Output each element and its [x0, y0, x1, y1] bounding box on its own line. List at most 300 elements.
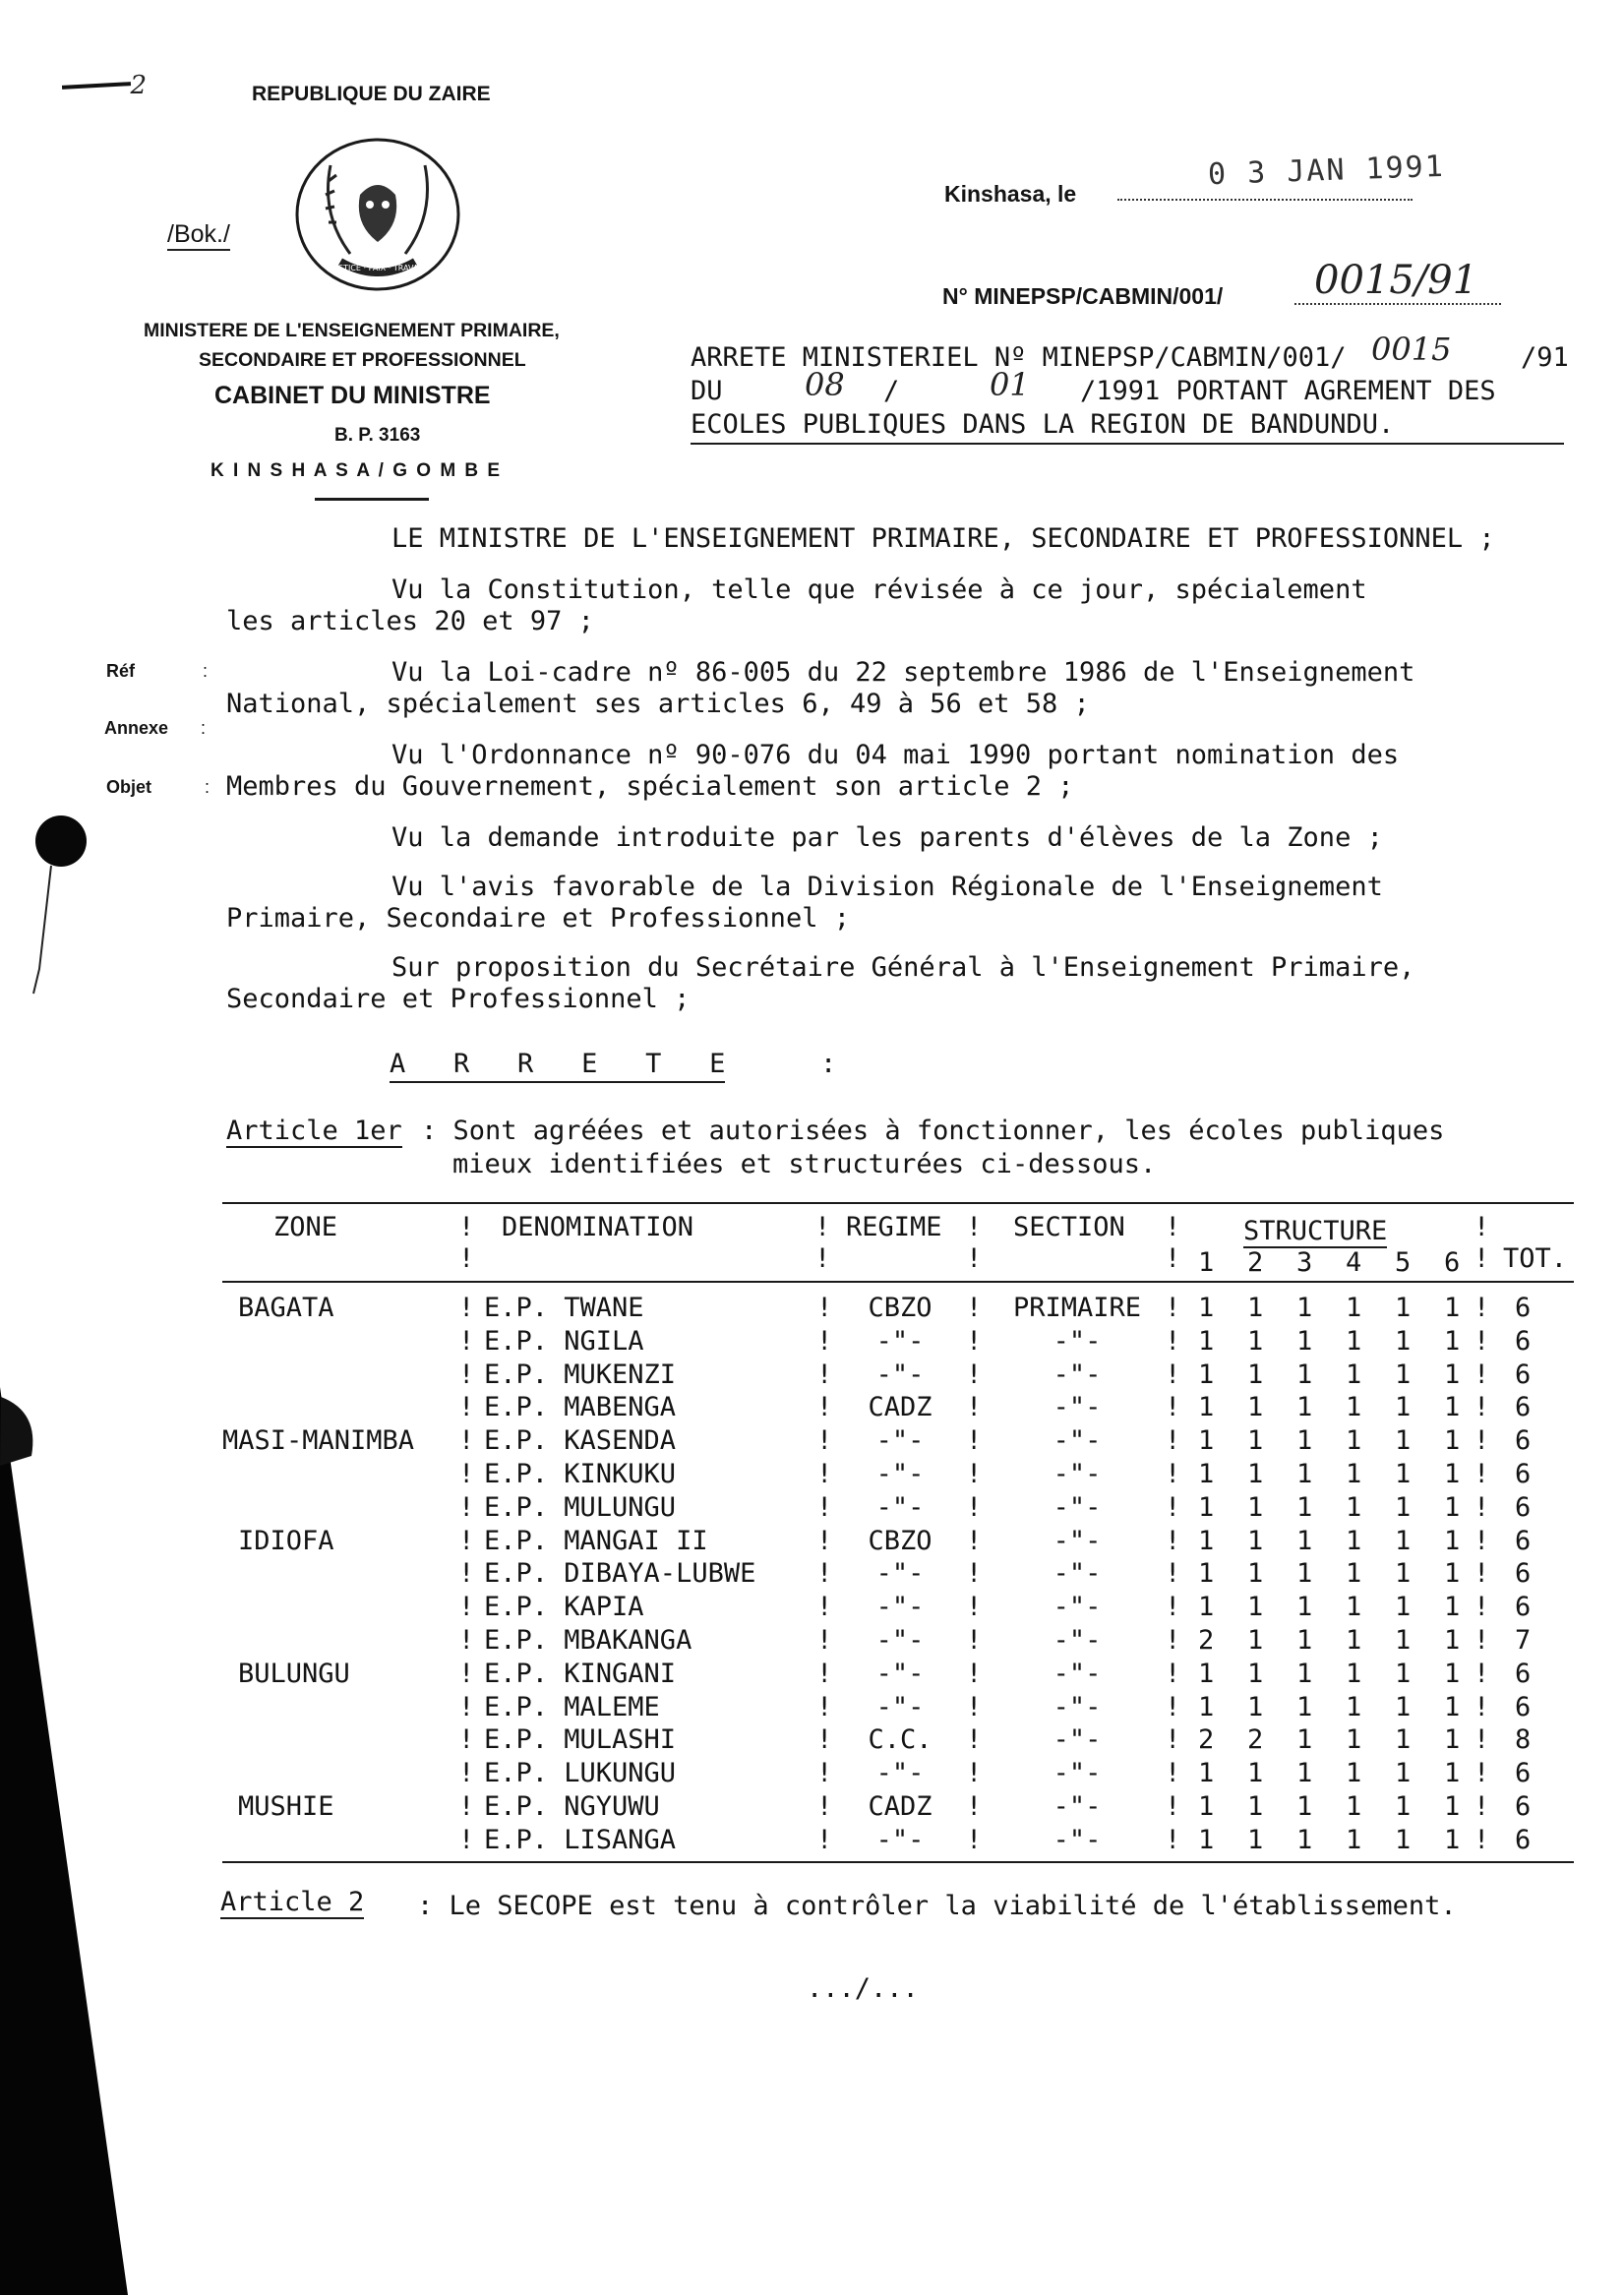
cell-total: 7: [1515, 1625, 1532, 1656]
cell-denomination: E.P. NGYUWU: [484, 1791, 660, 1822]
article-1-text-a: : Sont agréées et autorisées à fonctionner, les écoles publiques: [421, 1116, 1445, 1146]
cell-structure-4: 1: [1346, 1758, 1362, 1788]
cell-sep: !: [1474, 1526, 1490, 1556]
decree-title-underline: [691, 443, 1564, 445]
header-denomination: DENOMINATION: [502, 1212, 694, 1242]
cell-structure-3: 1: [1296, 1425, 1313, 1456]
cell-structure-6: 1: [1444, 1592, 1461, 1622]
cell-structure-2: 1: [1247, 1492, 1264, 1523]
cell-sep: !: [458, 1659, 475, 1689]
cell-structure-3: 1: [1296, 1659, 1313, 1689]
cell-regime: -"-: [875, 1825, 925, 1855]
ministry-line-1: MINISTERE DE L'ENSEIGNEMENT PRIMAIRE,: [144, 320, 560, 341]
margin-annexe-colon: :: [201, 718, 207, 738]
vu-loi-cadre-b: National, spécialement ses articles 6, 49 à 56 et 58 ;: [226, 689, 1090, 719]
cell-sep: !: [1165, 1592, 1181, 1622]
cell-structure-3: 1: [1296, 1791, 1313, 1822]
cell-sep: !: [1165, 1425, 1181, 1456]
minister-line: LE MINISTRE DE L'ENSEIGNEMENT PRIMAIRE, SECONDAIRE ET PROFESSIONNEL ;: [391, 523, 1495, 554]
cabinet-title: CABINET DU MINISTRE: [214, 382, 491, 409]
decree-title-text: ARRETE MINISTERIEL Nº MINEPSP/CABMIN/001/: [691, 342, 1347, 373]
cell-structure-3: 1: [1296, 1326, 1313, 1357]
cell-sep: !: [1474, 1425, 1490, 1456]
header-total: TOT.: [1503, 1243, 1568, 1274]
cell-structure-5: 1: [1395, 1758, 1412, 1788]
cell-structure-3: 1: [1296, 1392, 1313, 1422]
cell-structure-6: 1: [1444, 1326, 1461, 1357]
cell-structure-2: 1: [1247, 1425, 1264, 1456]
cell-structure-6: 1: [1444, 1758, 1461, 1788]
cell-sep: !: [458, 1791, 475, 1822]
cell-denomination: E.P. DIBAYA-LUBWE: [484, 1558, 756, 1589]
cell-total: 6: [1515, 1692, 1532, 1722]
cell-section: -"-: [1053, 1492, 1102, 1523]
cell-structure-4: 1: [1346, 1825, 1362, 1855]
cell-sep: !: [1165, 1492, 1181, 1523]
cell-structure-3: 1: [1296, 1825, 1313, 1855]
cell-sep: !: [1474, 1392, 1490, 1422]
cell-structure-4: 1: [1346, 1592, 1362, 1622]
cell-structure-3: 1: [1296, 1359, 1313, 1390]
cell-denomination: E.P. LISANGA: [484, 1825, 677, 1855]
header-sep-4b: !: [1165, 1243, 1181, 1274]
cell-structure-4: 1: [1346, 1326, 1362, 1357]
cell-sep: !: [966, 1558, 983, 1589]
cell-denomination: E.P. MULUNGU: [484, 1492, 677, 1523]
cell-structure-5: 1: [1395, 1659, 1412, 1689]
cell-sep: !: [1165, 1825, 1181, 1855]
cell-structure-6: 1: [1444, 1492, 1461, 1523]
cell-structure-6: 1: [1444, 1724, 1461, 1755]
cell-structure-5: 1: [1395, 1425, 1412, 1456]
header-grade-3: 3: [1296, 1247, 1313, 1278]
cell-structure-5: 1: [1395, 1724, 1412, 1755]
cell-structure-5: 1: [1395, 1293, 1412, 1323]
header-regime: REGIME: [846, 1212, 942, 1242]
cell-regime: -"-: [875, 1758, 925, 1788]
cell-regime: CADZ: [868, 1392, 932, 1422]
cell-structure-1: 1: [1198, 1326, 1215, 1357]
cell-regime: -"-: [875, 1326, 925, 1357]
cell-sep: !: [966, 1425, 983, 1456]
cell-structure-4: 1: [1346, 1492, 1362, 1523]
cell-denomination: E.P. TWANE: [484, 1293, 644, 1323]
cell-structure-3: 1: [1296, 1592, 1313, 1622]
cell-structure-5: 1: [1395, 1492, 1412, 1523]
decree-month-handwritten: 01: [990, 366, 1030, 403]
cell-structure-2: 1: [1247, 1592, 1264, 1622]
cell-structure-1: 1: [1198, 1492, 1215, 1523]
cell-structure-1: 1: [1198, 1425, 1215, 1456]
po-box: B. P. 3163: [334, 425, 421, 446]
cell-structure-5: 1: [1395, 1825, 1412, 1855]
cell-structure-3: 1: [1296, 1758, 1313, 1788]
cell-structure-2: 1: [1247, 1392, 1264, 1422]
cell-regime: -"-: [875, 1592, 925, 1622]
decree-title-line-2: /1991 PORTANT AGREMENT DES: [1080, 376, 1496, 406]
decree-number-handwritten: 0015: [1371, 331, 1452, 368]
cell-structure-6: 1: [1444, 1293, 1461, 1323]
cell-section: -"-: [1053, 1758, 1102, 1788]
cell-section: -"-: [1053, 1459, 1102, 1489]
cell-total: 6: [1515, 1359, 1532, 1390]
cell-structure-6: 1: [1444, 1459, 1461, 1489]
header-grade-5: 5: [1395, 1247, 1412, 1278]
cell-sep: !: [966, 1592, 983, 1622]
cell-total: 6: [1515, 1459, 1532, 1489]
cell-structure-3: 1: [1296, 1558, 1313, 1589]
cell-sep: !: [816, 1758, 833, 1788]
number-label: N° MINEPSP/CABMIN/001/: [942, 283, 1224, 309]
cell-structure-6: 1: [1444, 1526, 1461, 1556]
cell-denomination: E.P. LUKUNGU: [484, 1758, 677, 1788]
cell-sep: !: [816, 1293, 833, 1323]
scan-stroke: [33, 866, 51, 994]
article-1-label: Article 1er: [226, 1116, 402, 1146]
cell-structure-6: 1: [1444, 1392, 1461, 1422]
cell-sep: !: [966, 1326, 983, 1357]
sur-proposition-a: Sur proposition du Secrétaire Général à l'Enseignement Primaire,: [391, 952, 1415, 983]
sur-proposition-b: Secondaire et Professionnel ;: [226, 984, 691, 1014]
cell-structure-2: 1: [1247, 1825, 1264, 1855]
cell-structure-4: 1: [1346, 1625, 1362, 1656]
cell-sep: !: [1474, 1459, 1490, 1489]
cell-denomination: E.P. MANGAI II: [484, 1526, 708, 1556]
city-line: K I N S H A S A / G O M B E: [211, 460, 503, 481]
cell-structure-2: 1: [1247, 1659, 1264, 1689]
cell-sep: !: [458, 1825, 475, 1855]
cell-structure-1: 1: [1198, 1758, 1215, 1788]
cell-sep: !: [1474, 1825, 1490, 1855]
cell-structure-2: 1: [1247, 1692, 1264, 1722]
cell-sep: !: [816, 1425, 833, 1456]
cell-structure-2: 1: [1247, 1459, 1264, 1489]
vu-constitution-a: Vu la Constitution, telle que révisée à ce jour, spécialement: [391, 574, 1367, 605]
cell-regime: CBZO: [868, 1526, 932, 1556]
cell-sep: !: [966, 1526, 983, 1556]
cell-structure-2: 2: [1247, 1724, 1264, 1755]
table-top-rule: [222, 1202, 1574, 1204]
cell-structure-1: 1: [1198, 1558, 1215, 1589]
bok-reference: /Bok./: [167, 220, 230, 251]
cell-structure-6: 1: [1444, 1425, 1461, 1456]
cell-sep: !: [1165, 1692, 1181, 1722]
cell-structure-3: 1: [1296, 1724, 1313, 1755]
cell-total: 6: [1515, 1492, 1532, 1523]
cell-zone: BAGATA: [238, 1293, 334, 1323]
decree-day-handwritten: 08: [805, 366, 845, 403]
cell-sep: !: [458, 1293, 475, 1323]
cell-structure-3: 1: [1296, 1459, 1313, 1489]
margin-ref-colon: :: [203, 661, 209, 681]
cell-denomination: E.P. KASENDA: [484, 1425, 677, 1456]
cell-sep: !: [458, 1392, 475, 1422]
number-handwritten: 0015/91: [1314, 258, 1478, 303]
decree-du: DU: [691, 376, 723, 406]
cell-regime: -"-: [875, 1659, 925, 1689]
cell-structure-4: 1: [1346, 1392, 1362, 1422]
cell-denomination: E.P. MUKENZI: [484, 1359, 677, 1390]
cell-structure-4: 1: [1346, 1724, 1362, 1755]
cell-structure-6: 1: [1444, 1359, 1461, 1390]
cell-total: 6: [1515, 1293, 1532, 1323]
date-stamp: 0 3 JAN 1991: [1207, 149, 1446, 193]
cell-structure-2: 1: [1247, 1625, 1264, 1656]
cell-structure-6: 1: [1444, 1659, 1461, 1689]
cell-structure-4: 1: [1346, 1558, 1362, 1589]
cell-structure-4: 1: [1346, 1359, 1362, 1390]
cell-sep: !: [1165, 1359, 1181, 1390]
header-sep-3b: !: [966, 1243, 983, 1274]
cell-sep: !: [1165, 1724, 1181, 1755]
cell-structure-5: 1: [1395, 1459, 1412, 1489]
cell-sep: !: [966, 1692, 983, 1722]
article-1-text-b: mieux identifiées et structurées ci-dessous.: [452, 1149, 1157, 1179]
cell-section: -"-: [1053, 1558, 1102, 1589]
cell-structure-4: 1: [1346, 1692, 1362, 1722]
header-section: SECTION: [1013, 1212, 1125, 1242]
cell-sep: !: [966, 1359, 983, 1390]
cell-sep: !: [1474, 1326, 1490, 1357]
cell-structure-3: 1: [1296, 1625, 1313, 1656]
cell-sep: !: [1165, 1526, 1181, 1556]
vu-avis-a: Vu l'avis favorable de la Division Régionale de l'Enseignement: [391, 872, 1383, 902]
cell-structure-1: 1: [1198, 1692, 1215, 1722]
header-grade-4: 4: [1346, 1247, 1362, 1278]
decree-year: /91: [1521, 342, 1569, 373]
header-grade-2: 2: [1247, 1247, 1264, 1278]
cell-denomination: E.P. MALEME: [484, 1692, 660, 1722]
cell-sep: !: [1474, 1724, 1490, 1755]
cell-zone: MASI-MANIMBA: [222, 1425, 415, 1456]
date-dotted-line: [1117, 199, 1413, 201]
cell-section: -"-: [1053, 1392, 1102, 1422]
cell-structure-4: 1: [1346, 1425, 1362, 1456]
cell-total: 6: [1515, 1791, 1532, 1822]
header-grade-1: 1: [1198, 1247, 1215, 1278]
cell-denomination: E.P. KINGANI: [484, 1659, 677, 1689]
cell-sep: !: [458, 1592, 475, 1622]
cell-total: 6: [1515, 1425, 1532, 1456]
cell-structure-2: 1: [1247, 1293, 1264, 1323]
ministry-line-2: SECONDAIRE ET PROFESSIONNEL: [199, 349, 526, 371]
place-label: Kinshasa, le: [944, 181, 1077, 207]
cell-sep: !: [1474, 1558, 1490, 1589]
cell-section: PRIMAIRE: [1012, 1293, 1142, 1323]
cell-sep: !: [1474, 1758, 1490, 1788]
cell-structure-5: 1: [1395, 1592, 1412, 1622]
cell-structure-1: 1: [1198, 1459, 1215, 1489]
table-bottom-rule: [222, 1861, 1574, 1863]
number-dotted-line: [1294, 303, 1501, 305]
cell-total: 6: [1515, 1326, 1532, 1357]
cell-structure-4: 1: [1346, 1791, 1362, 1822]
cell-section: -"-: [1053, 1526, 1102, 1556]
cell-total: 6: [1515, 1526, 1532, 1556]
cell-structure-3: 1: [1296, 1526, 1313, 1556]
cell-denomination: E.P. KINKUKU: [484, 1459, 677, 1489]
cell-sep: !: [816, 1791, 833, 1822]
cell-structure-6: 1: [1444, 1558, 1461, 1589]
article-2-label: Article 2: [220, 1887, 365, 1917]
vu-loi-cadre-a: Vu la Loi-cadre nº 86-005 du 22 septembre 1986 de l'Enseignement: [391, 657, 1415, 688]
cell-sep: !: [1474, 1625, 1490, 1656]
cell-sep: !: [458, 1692, 475, 1722]
header-sep-5: !: [1474, 1212, 1490, 1242]
cell-structure-5: 1: [1395, 1558, 1412, 1589]
header-sep-5b: !: [1474, 1243, 1490, 1274]
cell-regime: -"-: [875, 1359, 925, 1390]
cell-sep: !: [1165, 1326, 1181, 1357]
cell-structure-4: 1: [1346, 1659, 1362, 1689]
cell-sep: !: [816, 1724, 833, 1755]
cell-sep: !: [1165, 1791, 1181, 1822]
cell-denomination: E.P. MBAKANGA: [484, 1625, 692, 1656]
cell-total: 6: [1515, 1392, 1532, 1422]
cell-structure-6: 1: [1444, 1625, 1461, 1656]
header-sep-2b: !: [814, 1243, 831, 1274]
cell-zone: MUSHIE: [238, 1791, 334, 1822]
cell-regime: -"-: [875, 1558, 925, 1589]
cell-structure-1: 1: [1198, 1359, 1215, 1390]
header-structure: STRUCTURE: [1243, 1216, 1388, 1246]
cell-sep: !: [1474, 1791, 1490, 1822]
cell-structure-2: 1: [1247, 1791, 1264, 1822]
cell-structure-3: 1: [1296, 1692, 1313, 1722]
coat-of-arms-seal-icon: [291, 136, 464, 293]
cell-sep: !: [966, 1791, 983, 1822]
cell-sep: !: [966, 1659, 983, 1689]
cell-structure-1: 1: [1198, 1659, 1215, 1689]
cell-sep: !: [816, 1625, 833, 1656]
cell-section: -"-: [1053, 1791, 1102, 1822]
vu-demande: Vu la demande introduite par les parents d'élèves de la Zone ;: [391, 822, 1383, 853]
cell-sep: !: [458, 1326, 475, 1357]
cell-structure-2: 1: [1247, 1326, 1264, 1357]
cell-sep: !: [1474, 1592, 1490, 1622]
cell-section: -"-: [1053, 1659, 1102, 1689]
cell-sep: !: [966, 1825, 983, 1855]
cell-total: 6: [1515, 1659, 1532, 1689]
cell-regime: CBZO: [868, 1293, 932, 1323]
cell-total: 6: [1515, 1825, 1532, 1855]
cell-sep: !: [816, 1526, 833, 1556]
header-sep-2: !: [814, 1212, 831, 1242]
decree-title-line-3: ECOLES PUBLIQUES DANS LA REGION DE BANDUNDU.: [691, 409, 1395, 440]
cell-sep: !: [458, 1459, 475, 1489]
decree-slash: /: [883, 376, 900, 406]
header-sep-1: !: [458, 1212, 475, 1242]
cell-sep: !: [1165, 1392, 1181, 1422]
cell-sep: !: [816, 1359, 833, 1390]
cell-denomination: E.P. MABENGA: [484, 1392, 677, 1422]
cell-section: -"-: [1053, 1425, 1102, 1456]
cell-sep: !: [458, 1724, 475, 1755]
cell-sep: !: [1474, 1492, 1490, 1523]
cell-total: 6: [1515, 1558, 1532, 1589]
cell-section: -"-: [1053, 1326, 1102, 1357]
cell-sep: !: [458, 1492, 475, 1523]
continuation-mark: .../...: [807, 1973, 919, 2004]
cell-structure-3: 1: [1296, 1492, 1313, 1523]
header-zone: ZONE: [273, 1212, 338, 1242]
cell-structure-6: 1: [1444, 1791, 1461, 1822]
vu-ordonnance-a: Vu l'Ordonnance nº 90-076 du 04 mai 1990 portant nomination des: [391, 740, 1400, 770]
cell-structure-4: 1: [1346, 1459, 1362, 1489]
cell-regime: CADZ: [868, 1791, 932, 1822]
cell-structure-4: 1: [1346, 1526, 1362, 1556]
cell-section: -"-: [1053, 1592, 1102, 1622]
cell-section: -"-: [1053, 1625, 1102, 1656]
cell-sep: !: [1165, 1758, 1181, 1788]
cell-structure-5: 1: [1395, 1625, 1412, 1656]
cell-regime: -"-: [875, 1459, 925, 1489]
cell-structure-1: 1: [1198, 1592, 1215, 1622]
cell-sep: !: [1474, 1659, 1490, 1689]
punch-hole-mark: [35, 815, 87, 867]
cell-sep: !: [966, 1392, 983, 1422]
cell-section: -"-: [1053, 1724, 1102, 1755]
header-sep-4: !: [1165, 1212, 1181, 1242]
cell-structure-5: 1: [1395, 1692, 1412, 1722]
cell-sep: !: [966, 1459, 983, 1489]
arrete-heading: A R R E T E: [390, 1049, 725, 1083]
cell-sep: !: [966, 1724, 983, 1755]
cell-zone: BULUNGU: [238, 1659, 350, 1689]
cell-total: 6: [1515, 1592, 1532, 1622]
table-header-rule: [222, 1281, 1574, 1283]
cell-structure-2: 1: [1247, 1758, 1264, 1788]
cell-structure-1: 1: [1198, 1791, 1215, 1822]
cell-zone: IDIOFA: [238, 1526, 334, 1556]
cell-total: 8: [1515, 1724, 1532, 1755]
cell-sep: !: [1474, 1692, 1490, 1722]
cell-structure-5: 1: [1395, 1326, 1412, 1357]
margin-ref: Réf: [106, 661, 136, 681]
cell-sep: !: [816, 1692, 833, 1722]
cell-structure-5: 1: [1395, 1791, 1412, 1822]
cell-regime: C.C.: [868, 1724, 932, 1755]
republic-title: REPUBLIQUE DU ZAIRE: [252, 83, 491, 105]
cell-denomination: E.P. MULASHI: [484, 1724, 677, 1755]
cell-regime: -"-: [875, 1425, 925, 1456]
cell-sep: !: [816, 1558, 833, 1589]
cell-section: -"-: [1053, 1359, 1102, 1390]
cell-section: -"-: [1053, 1692, 1102, 1722]
city-underline: [315, 498, 429, 501]
margin-objet: Objet: [106, 777, 152, 797]
cell-denomination: E.P. KAPIA: [484, 1592, 644, 1622]
cell-sep: !: [816, 1326, 833, 1357]
vu-ordonnance-b: Membres du Gouvernement, spécialement son article 2 ;: [226, 771, 1074, 802]
cell-sep: !: [458, 1758, 475, 1788]
cell-regime: -"-: [875, 1625, 925, 1656]
cell-structure-2: 1: [1247, 1558, 1264, 1589]
cell-structure-3: 1: [1296, 1293, 1313, 1323]
cell-structure-4: 1: [1346, 1293, 1362, 1323]
cell-sep: !: [1165, 1293, 1181, 1323]
seal-motto: JUSTICE · PAIX · TRAVAIL: [330, 264, 426, 272]
header-sep-1b: !: [458, 1243, 475, 1274]
cell-sep: !: [458, 1558, 475, 1589]
margin-annexe: Annexe: [104, 718, 169, 738]
cell-structure-5: 1: [1395, 1359, 1412, 1390]
cell-structure-5: 1: [1395, 1526, 1412, 1556]
cell-structure-1: 1: [1198, 1293, 1215, 1323]
cell-sep: !: [816, 1592, 833, 1622]
cell-structure-6: 1: [1444, 1692, 1461, 1722]
cell-regime: -"-: [875, 1492, 925, 1523]
